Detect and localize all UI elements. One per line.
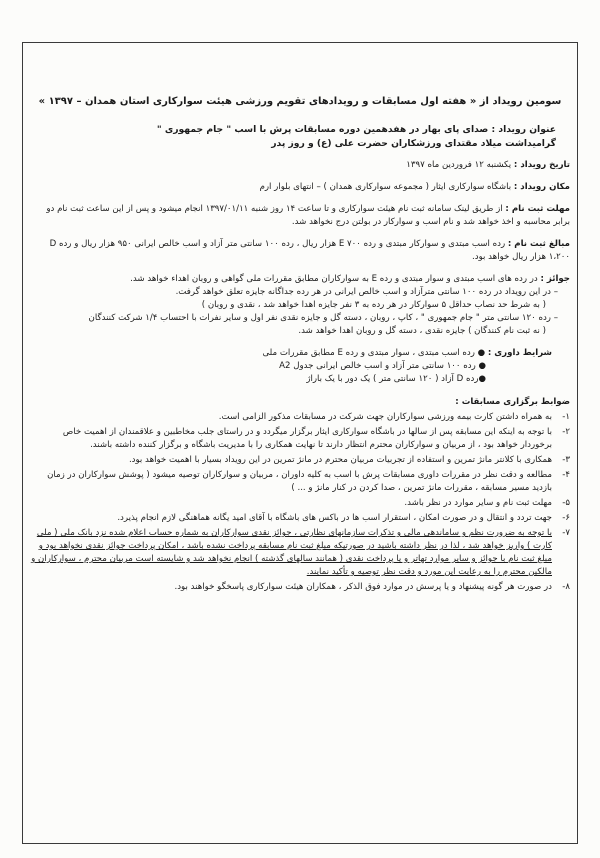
event-subject (30, 123, 570, 151)
subject-line2: گرامیداشت میلاد مقتدای ورزشکاران حضرت علی (ع) و روز پدر (271, 138, 556, 149)
prize-item: ( نه ثبت نام کنندگان ) جایزه نقدی ، دسته گل و روبان اهدا خواهد شد. (298, 326, 546, 336)
prize-text: در رده های اسب مبتدی و سوار مبتدی و رده E به سوارکاران مطابق مقررات ملی گواهی و روبان اهداء خواهد شد. (130, 274, 538, 284)
prize-item: ( به شرط حد نصاب حداقل ۵ سوارکار در هر رده به ۳ نفر جایزه اهدا خواهد شد ، نقدی و روبان ) (201, 300, 546, 310)
rule-item: ۱- به همراه داشتن کارت بیمه ورزشی سوارکاران جهت شرکت در مسابقات مذکور الزامی است. (218, 412, 570, 422)
rule-item: ۶- جهت تردد و انتقال و در صورت امکان ، استقرار اسب ها در باکس های باشگاه با آقای امید یگانه هماهنگی لازم انجام پذیرد. (117, 513, 570, 523)
subject-label: عنوان رویداد : (491, 124, 556, 135)
registration-deadline (30, 203, 570, 229)
registration-fees (30, 238, 570, 264)
rule-item: ۴- مطالعه و دقت نظر در مقررات داوری مسابقات پرش با اسب به کلیه داوران ، مربیان و سوارکاران توصیه میشود ( پوشش سوارکاران در زمان بازدید مسیر مسابقه ، مقررات مانژ تمرین ، صدا کردن در کنار مانژ و ... ) (47, 470, 570, 493)
referee-section (30, 347, 570, 386)
subject-text: صدای پای بهار در هفدهمین دوره مسابقات پرش با اسب " جام جمهوری " (156, 124, 489, 135)
fee-label: مبالغ ثبت نام : (507, 239, 570, 249)
prizes-section (30, 273, 570, 338)
event-date (30, 159, 570, 172)
event-place (30, 181, 570, 194)
rule-item: ۸- در صورت هر گونه پیشنهاد و یا پرسش در موارد فوق الذکر ، همکاران هیئت سوارکاری پاسخگو خواهند بود. (174, 582, 570, 592)
prize-list (30, 286, 570, 338)
prize-item: – رده ۱۲۰ سانتی متر " جام جمهوری " ، کاپ ، روبان ، دسته گل و جایزه نقدی نفر اول و سایر نفرات با احتساب ۱/۴ شرکت کنندگان (88, 313, 558, 323)
document-content (30, 95, 570, 596)
place-label: مکان رویداد : (513, 182, 570, 192)
date-label: تاریخ رویداد : (513, 160, 570, 170)
date-text: یکشنبه ۱۲ فروردین ماه ۱۳۹۷ (406, 160, 512, 170)
document-title: سومین رویداد از « هفته اول مسابقات و رویدادهای تقویم ورزشی هیئت سوارکاری استان همدان – ۱۳۹۷ » (38, 96, 562, 107)
reg-label: مهلت ثبت نام : (505, 204, 570, 214)
rule-item: ۷- با توجه به ضرورت نظم و ساماندهی مالی و تذکرات سازمانهای نظارتی ، جوائز نقدی سوارکاران به شماره حساب اعلام شده نزد بانک ملی ( ملی کارت ) واریز خواهد شد ، لذا در نظر داشته باشید در صورتیکه مبلغ ثبت نام مسابقه پرداخت نشده باشد ، امکان پرداخت جوائز نقدی نخواهد بود و مبلغ ثبت نام با جوائز و سایر موارد تهاتر و یا پرداخت نقدی ( همانند سالهای گذشته ) انجام نخواهد شد و شایسته است مربیان محترم ، سوارکاران و مالکین محترم را به رعایت این مورد و دقت نظر توصیه و تأکید نمایند. (31, 528, 570, 577)
referee-item: ●رده D آزاد ( ۱۲۰ سانتی متر ) یک دور با یک باراژ (306, 374, 486, 384)
rule-item: ۳- همکاری با کلانتر مانژ تمرین و استفاده از تجربیات مربیان محترم در مانژ تمرین در این رویداد بسیار با اهمیت خواهد بود. (128, 455, 570, 465)
rules-title: ضوابط برگزاری مسابقات : (455, 397, 570, 407)
rules-list (30, 411, 570, 594)
referee-item: ● رده اسب مبتدی ، سوار مبتدی و رده E مطابق مقررات ملی (262, 348, 486, 358)
referee-item: ● رده ۱۰۰ سانتی متر آزاد و اسب خالص ایرانی جدول A2 (279, 361, 486, 371)
fee-text: رده اسب مبتدی و سوارکار مبتدی و رده E ۷۰۰ هزار ریال ، رده ۱۰۰ سانتی متر آزاد و اسب خالص ایرانی ۹۵۰ هزار ریال و رده D ۱،۲۰۰ هزار ریال خواهد بود. (49, 239, 570, 262)
rule-item: ۵- مهلت ثبت نام و سایر موارد در نظر باشد. (404, 498, 570, 508)
prize-item: – در این رویداد در رده ۱۰۰ سانتی مترآزاد و اسب خالص ایرانی در هر رده جداگانه جایزه تعلق خواهد گرفت. (175, 287, 558, 297)
prize-label: جوائز : (540, 274, 570, 284)
referee-label: شرایط داوری : (487, 348, 552, 358)
rule-item: ۲- با توجه به اینکه این مسابقه پس از سالها در باشگاه سوارکاری ایثار برگزار میگردد و در راستای جلب مخاطبین و علاقمندان از اهمیت خاص برخوردار خواهد بود ، از مربیان و سوارکاران محترم انتظار دارند تا نهایت همکاری را با مدیریت باشگاه و برگزار کننده داشته باشند. (62, 427, 570, 450)
place-text: باشگاه سوارکاری ایثار ( مجموعه سوارکاری همدان ) – انتهای بلوار ارم (259, 182, 512, 192)
reg-text: از طریق لینک سامانه ثبت نام هیئت سوارکاری و تا ساعت ۱۴ روز شنبه ۱۳۹۷/۰۱/۱۱ انجام میشود و پس از این ساعت ثبت نام دو برابر محاسبه و اخذ خواهد شد و نام اسب و سوارکار در بولتن درج نخواهد شد. (46, 204, 570, 227)
